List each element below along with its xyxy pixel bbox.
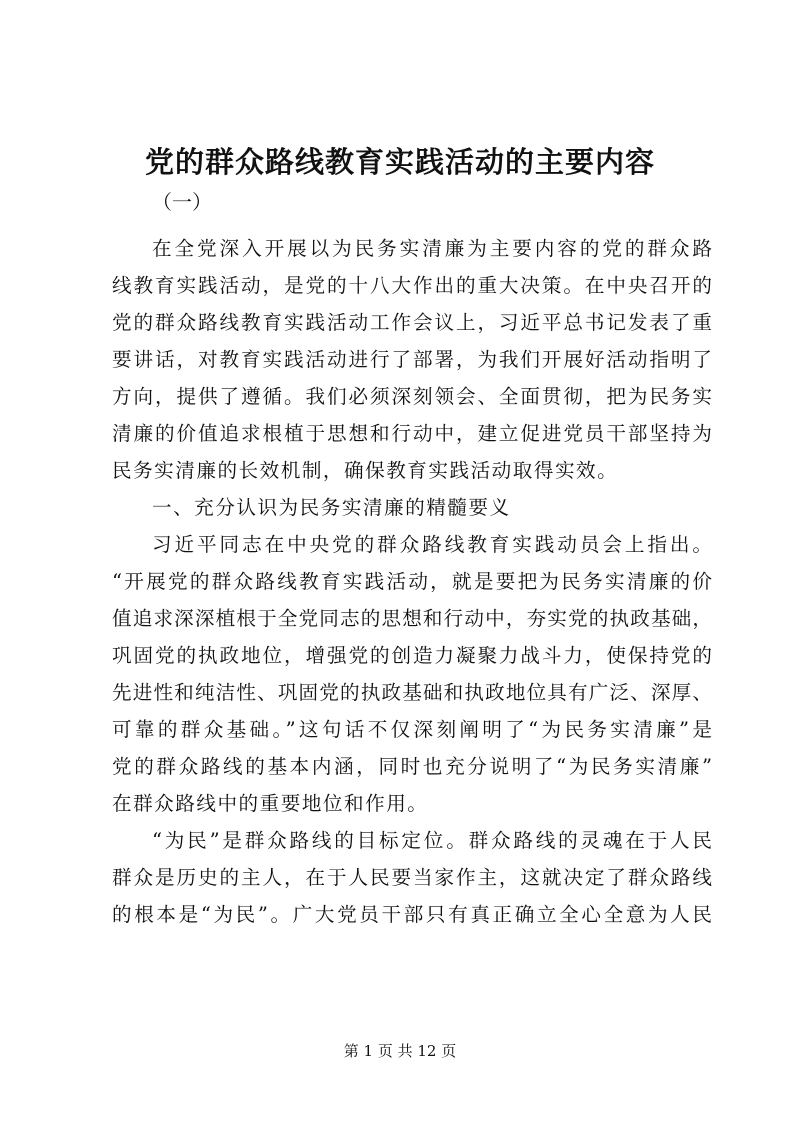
body-line: 先进性和纯洁性、巩固党的执政基础和执政地位具有广泛、深厚、 [112,681,712,704]
page-number-footer: 第 1 页 共 12 页 [343,1042,457,1060]
body-line: 值追求深深植根于全党同志的思想和行动中，夯实党的执政基础， [112,607,712,630]
document-title: 党的群众路线教育实践活动的主要内容 [144,145,655,179]
body-line: 巩固党的执政地位，增强党的创造力凝聚力战斗力，使保持党的 [112,644,712,667]
body-line: 的根本是“为民”。广大党员干部只有真正确立全心全意为人民 [112,903,712,926]
body-line: 在群众路线中的重要地位和作用。 [112,792,429,815]
body-line: 党的群众路线教育实践活动工作会议上，习近平总书记发表了重 [112,311,712,334]
body-line: 清廉的价值追求根植于思想和行动中，建立促进党员干部坚持为 [112,422,712,445]
body-line: 可靠的群众基础。”这句话不仅深刻阐明了“为民务实清廉”是 [112,718,712,741]
body-line: 群众是历史的主人，在于人民要当家作主，这就决定了群众路线 [112,866,712,889]
section-number: （一） [152,190,212,214]
body-line: 要讲话，对教育实践活动进行了部署，为我们开展好活动指明了 [112,348,712,371]
body-line: 党的群众路线的基本内涵，同时也充分说明了“为民务实清廉” [112,755,712,778]
body-line: “开展党的群众路线教育实践活动，就是要把为民务实清廉的价 [112,570,712,593]
section-heading: 一、充分认识为民务实清廉的精髓要义 [152,496,511,519]
body-line: 线教育实践活动，是党的十八大作出的重大决策。在中央召开的 [112,274,712,297]
body-line: “为民”是群众路线的目标定位。群众路线的灵魂在于人民 [152,829,712,852]
body-line: 方向，提供了遵循。我们必须深刻领会、全面贯彻，把为民务实 [112,385,712,408]
body-line: 在全党深入开展以为民务实清廉为主要内容的党的群众路 [152,237,712,260]
body-line: 习近平同志在中央党的群众路线教育实践动员会上指出。 [152,533,712,556]
body-line: 民务实清廉的长效机制，确保教育实践活动取得实效。 [112,459,619,482]
